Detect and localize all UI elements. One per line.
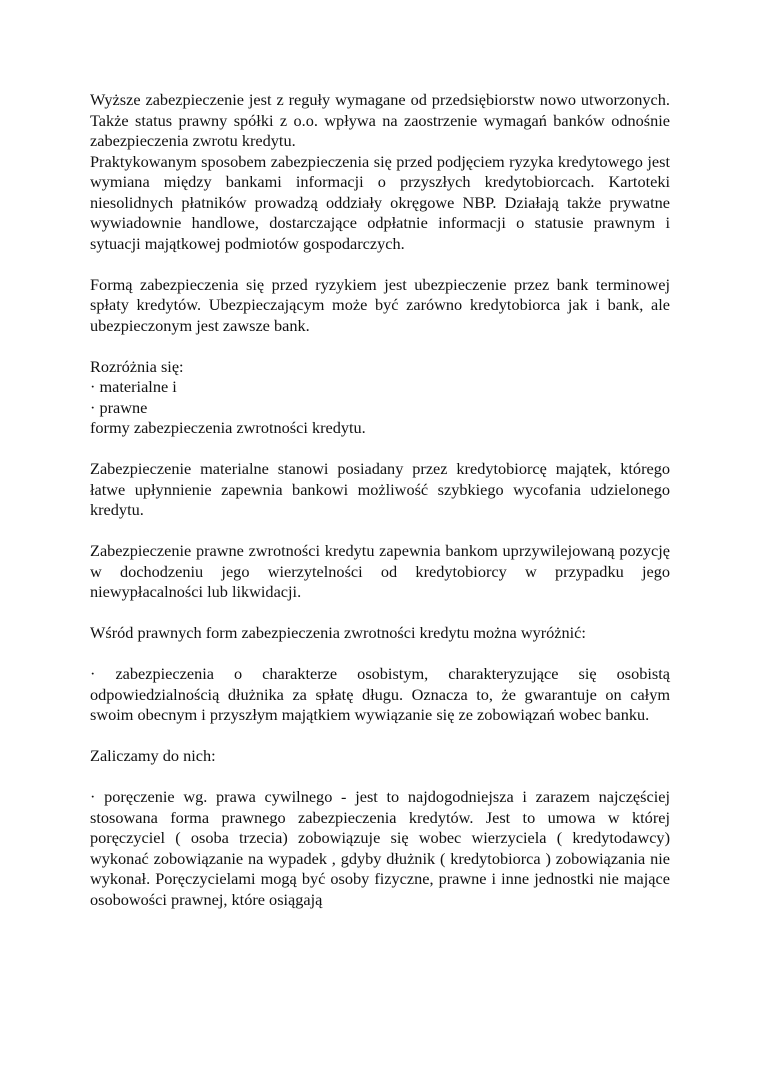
- paragraph-legal-forms-intro: Wśród prawnych form zabezpieczenia zwrotności kredytu można wyróżnić:: [90, 623, 586, 642]
- list-item-legal: · prawne: [90, 397, 148, 417]
- document-page: [90, 90, 670, 910]
- paragraph-gap: [90, 603, 670, 624]
- paragraph-insurance: Formą zabezpieczenia się przed ryzykiem jest ubezpieczenie przez bank terminowej spłaty kredytów. Ubezpieczającym może być zarówno kredytobiorca jak i bank, ale ubezpieczonym jest zawsze bank.: [90, 274, 670, 335]
- paragraph-gap: [90, 439, 670, 460]
- paragraph-material-security: Zabezpieczenie materialne stanowi posiadany przez kredytobiorcę majątek, którego łatwe upłynnienie zapewnia bankowi możliwość szybkiego wycofania udzielonego kredytu.: [90, 459, 670, 519]
- list-item-material: · materialne i: [90, 377, 177, 396]
- paragraph-gap: [90, 767, 670, 788]
- paragraph-new-companies: Wyższe zabezpieczenie jest z reguły wymagane od przedsiębiorstw nowo utworzonych. Także status prawny spółki z o.o. wpływa na zaostrzenie wymagań banków odnośnie zabezpieczenia zwrotu kredytu.: [90, 90, 670, 150]
- paragraph-legal-security: Zabezpieczenie prawne zwrotności kredytu zapewnia bankom uprzywilejowaną pozycję w dochodzeniu jego wierzytelności od kredytobiorcy w przypadku jego niewypłacalności lub likwidacji.: [90, 541, 670, 601]
- paragraph-personal-security: · zabezpieczenia o charakterze osobistym, charakteryzujące się osobistą odpowiedzialnością dłużnika za spłatę długu. Oznacza to, że gwarantuje on całym swoim obecnym i przyszłym majątkiem wywiązanie się ze zobowiązań wobec banku.: [90, 664, 670, 724]
- paragraph-gap: [90, 644, 670, 665]
- paragraph-gap: [90, 726, 670, 747]
- paragraph-civil-surety: · poręczenie wg. prawa cywilnego - jest to najdogodniejsza i zarazem najczęściej stosowana forma prawnego zabezpieczenia kredytów. Jest to umowa w której poręczyciel ( osoba trzecia) zobowiązuje się wobec wierzyciela ( kredytodawcy) wykonać zobowiązanie na wypadek , gdyby dłużnik ( kredytobiorca ) zobowiązania nie wykonał. Poręczycielami mogą być osoby fizyczne, prawne i inne jednostki nie mające osobowości prawnej, które osiągają: [90, 787, 670, 909]
- paragraph-include: Zaliczamy do nich:: [90, 746, 216, 765]
- paragraph-gap: [90, 254, 670, 275]
- paragraph-gap: [90, 336, 670, 357]
- paragraph-gap: [90, 521, 670, 542]
- list-intro: Rozróżnia się:: [90, 356, 184, 376]
- paragraph-information-exchange: Praktykowanym sposobem zabezpieczenia się przed podjęciem ryzyka kredytowego jest wymiana między bankami informacji o przyszłych kredytobiorcach. Kartoteki niesolidnych płatników prowadzą oddziały okręgowe NBP. Działają także prywatne wywiadownie handlowe, dostarczające odpłatnie informacji o statusie prawnym i sytuacji majątkowej podmiotów gospodarczych.: [90, 151, 670, 253]
- list-outro: formy zabezpieczenia zwrotności kredytu.: [90, 418, 366, 437]
